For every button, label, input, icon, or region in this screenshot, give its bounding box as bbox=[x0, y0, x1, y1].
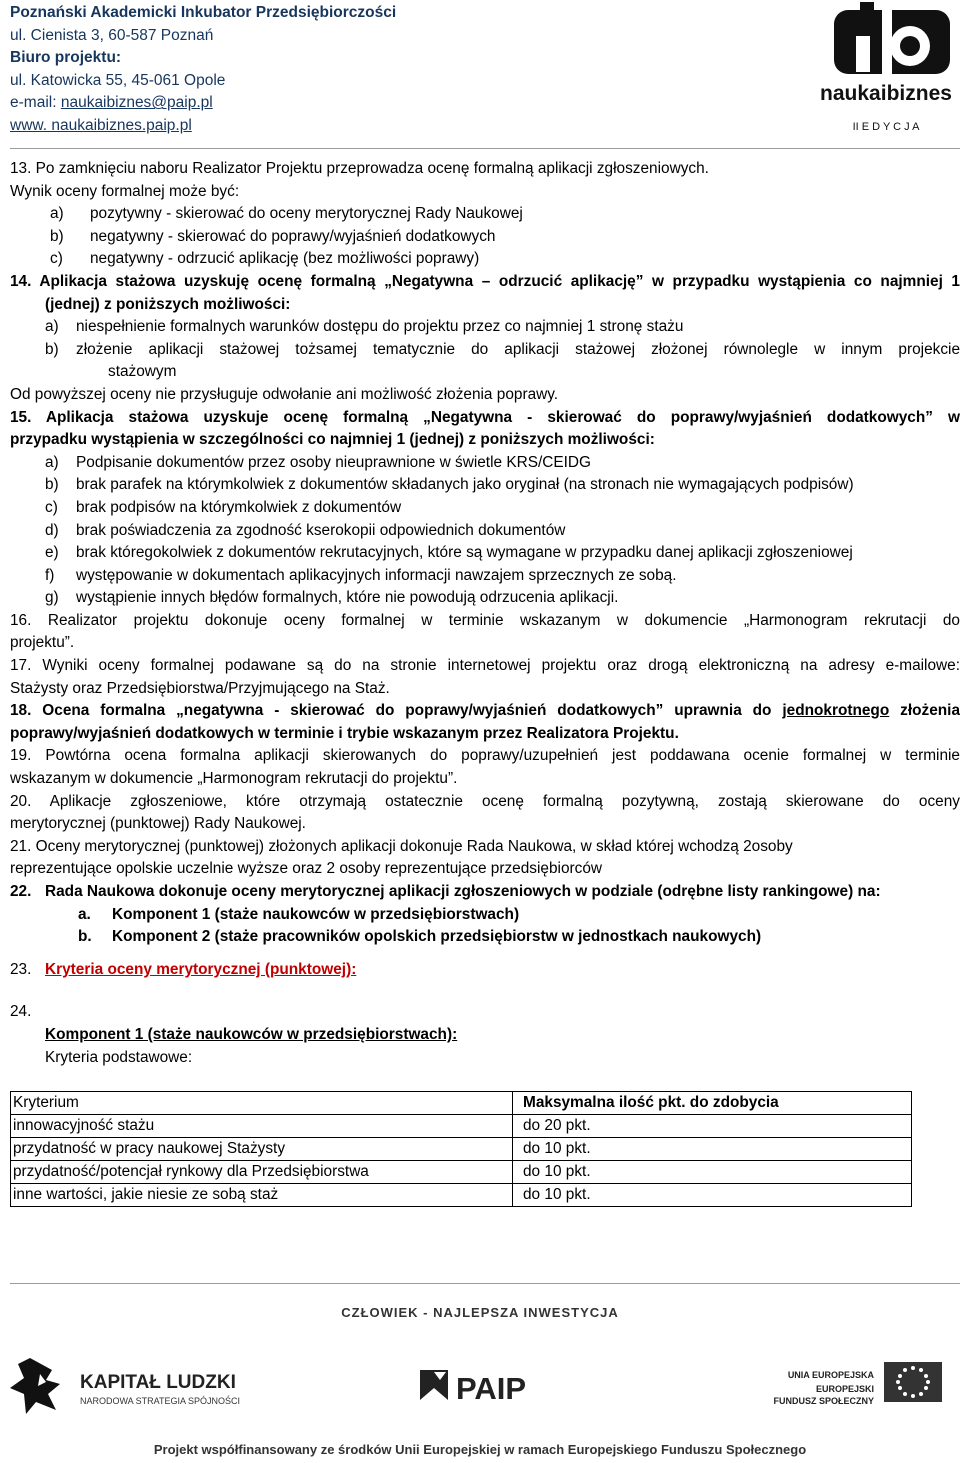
office-label: Biuro projektu: bbox=[10, 49, 122, 67]
table-row bbox=[11, 1161, 912, 1184]
eu-line3: FUNDUSZ SPOŁECZNY bbox=[773, 1396, 874, 1406]
footer-slogan: CZŁOWIEK - NAJLEPSZA INWESTYCJA bbox=[341, 1305, 619, 1320]
kl-subtitle: NARODOWA STRATEGIA SPÓJNOŚCI bbox=[80, 1396, 241, 1406]
p21-line1: 21. Oceny merytorycznej (punktowej) złożonych aplikacji dokonuje Rada Naukowa, w skład której wchodzą 2osoby bbox=[10, 837, 793, 855]
header-divider bbox=[10, 148, 960, 149]
p22-heading: 22. Rada Naukowa dokonuje oceny merytorycznej aplikacji zgłoszeniowych w podziale (odrębne listy rankingowe) na: bbox=[10, 883, 881, 900]
p18-line2: poprawy/wyjaśnień dodatkowych w terminie i trybie wskazanym przez Realizatora Projektu. bbox=[10, 724, 679, 742]
list-item: a) niespełnienie formalnych warunków dostępu do projektu przez co najmniej 1 stronę stażu bbox=[45, 318, 684, 336]
p23-heading: 23. Kryteria oceny merytorycznej (punktowej): bbox=[10, 960, 357, 978]
p15-line1: 15. Aplikacja stażowa uzyskuje ocenę formalną „Negatywna - skierować do poprawy/wyjaśnień dodatkowych” w bbox=[10, 408, 960, 426]
table-cell: do 20 pkt. bbox=[513, 1115, 912, 1138]
kapital-ludzki-logo bbox=[10, 1358, 240, 1414]
component-heading: Komponent 1 (staże naukowców w przedsiębiorstwach): bbox=[45, 1025, 458, 1043]
list-item: e) brak któregokolwiek z dokumentów rekrutacyjnych, które są wymagane w przypadku danej aplikacji zgłoszeniowej bbox=[45, 544, 853, 562]
list-item: b. Komponent 2 (staże pracowników opolskich przedsiębiorstw w jednostkach naukowych) bbox=[78, 928, 762, 946]
table-cell: do 10 pkt. bbox=[513, 1161, 912, 1184]
logo-name: naukaibiznes bbox=[820, 82, 952, 105]
p14-tail: Od powyższej oceny nie przysługuje odwołanie ani możliwość złożenia poprawy. bbox=[10, 385, 559, 403]
p16-line1: 16. Realizator projektu dokonuje oceny formalnej w terminie wskazanym w dokumencie „Harmonogram rekrutacji do bbox=[10, 611, 960, 629]
website-link[interactable]: www. naukaibiznes.paip.pl bbox=[10, 116, 192, 134]
table-cell: do 10 pkt. bbox=[513, 1184, 912, 1207]
list-item: a) pozytywny - skierować do oceny merytorycznej Rady Naukowej bbox=[50, 205, 523, 223]
list-item: c) brak podpisów na którymkolwiek z dokumentów bbox=[45, 498, 402, 516]
list-item: b) negatywny - skierować do poprawy/wyjaśnień dodatkowych bbox=[50, 227, 496, 245]
table-header-cell: Maksymalna ilość pkt. do zdobycia bbox=[513, 1092, 912, 1115]
table-row bbox=[11, 1184, 912, 1207]
p14-line1: 14. Aplikacja stażowa uzyskuję ocenę formalną „Negatywna – odrzucić aplikację” w przypadku wystąpienia co najmniej 1 bbox=[10, 272, 960, 290]
p24-number: 24. bbox=[10, 1003, 32, 1021]
table-cell: przydatność/potencjał rynkowy dla Przedsiębiorstwa bbox=[11, 1161, 513, 1184]
basic-criteria-label: Kryteria podstawowe: bbox=[45, 1048, 193, 1066]
p14-b2: stażowym bbox=[108, 363, 177, 381]
p13-line2: Wynik oceny formalnej może być: bbox=[10, 182, 240, 200]
naukaibiznes-logo bbox=[812, 0, 960, 140]
p13-line1: 13. Po zamknięciu naboru Realizator Projektu przeprowadza ocenę formalną aplikacji zgłoszeniowych. bbox=[10, 160, 709, 177]
org-name: Poznański Akademicki Inkubator Przedsiębiorczości bbox=[10, 4, 397, 21]
list-item: c) negatywny - odrzucić aplikację (bez możliwości poprawy) bbox=[50, 250, 480, 268]
footer-divider bbox=[10, 1283, 960, 1284]
p19-line2: wskazanym w dokumencie „Harmonogram rekrutacji do projektu”. bbox=[10, 770, 458, 788]
list-item: b) brak parafek na którymkolwiek z dokumentów składanych jako oryginał (na stronach nie wymagających podpisów) bbox=[45, 476, 854, 494]
email-line bbox=[10, 92, 610, 115]
footer-cofinancing-note: Projekt współfinansowany ze środków Unii Europejskiej w ramach Europejskiego Funduszu Społecznego bbox=[153, 1442, 807, 1457]
email-label: e-mail: bbox=[10, 94, 61, 112]
table-header-cell: Kryterium bbox=[11, 1092, 513, 1115]
p18-line1: 18. Ocena formalna „negatywna - skierować do poprawy/wyjaśnień dodatkowych” uprawnia do jednokrotnego złożenia bbox=[10, 702, 960, 720]
p21-line2: reprezentujące opolskie uczelnie wyższe oraz 2 osoby reprezentujące przedsiębiorców bbox=[10, 860, 602, 878]
kl-title: KAPITAŁ LUDZKI bbox=[80, 1372, 236, 1393]
list-item: a) Podpisanie dokumentów przez osoby nieuprawnione w świetle KRS/CEIDG bbox=[45, 453, 591, 471]
p20-line1: 20. Aplikacje zgłoszeniowe, które otrzymają ostatecznie ocenę formalną pozytywną, zostają skierowane do oceny bbox=[10, 792, 960, 810]
list-item: g) wystąpienie innych błędów formalnych, które nie powodują odrzucenia aplikacji. bbox=[45, 589, 619, 607]
email-link[interactable]: naukaibiznes@paip.pl bbox=[60, 94, 213, 112]
list-item: b) złożenie aplikacji stażowej tożsamej tematycznie do aplikacji stażowej złożonej równolegle w innym projekcie bbox=[45, 340, 960, 358]
list-item: a. Komponent 1 (staże naukowców w przedsiębiorstwach) bbox=[78, 905, 520, 923]
table-cell: inne wartości, jakie niesie ze sobą staż bbox=[11, 1184, 513, 1207]
criteria-table bbox=[10, 1091, 912, 1207]
document-body bbox=[10, 158, 960, 1069]
footer-logos bbox=[0, 1350, 960, 1420]
list-item: f) występowanie w dokumentach aplikacyjnych informacji nawzajem sprzecznych ze sobą. bbox=[45, 566, 677, 584]
logo-edition: II E D Y C J A bbox=[852, 121, 920, 133]
p17-line2: Stażysty oraz Przedsiębiorstwa/Przyjmującego na Staż. bbox=[10, 679, 390, 697]
table-row bbox=[11, 1138, 912, 1161]
letterhead bbox=[10, 2, 610, 138]
paip-text: PAIP bbox=[456, 1371, 527, 1406]
p17-line1: 17. Wyniki oceny formalnej podawane są do na stronie internetowej projektu oraz drogą elektroniczną na adresy e-mailowe: bbox=[10, 657, 960, 675]
org-address: ul. Cienista 3, 60-587 Poznań bbox=[10, 26, 214, 44]
p20-line2: merytorycznej (punktowej) Rady Naukowej. bbox=[10, 815, 306, 833]
table-cell: przydatność w pracy naukowej Stażysty bbox=[11, 1138, 513, 1161]
table-cell: innowacyjność stażu bbox=[11, 1115, 513, 1138]
p19-line1: 19. Powtórna ocena formalna aplikacji skierowanych do poprawy/uzupełnień jest poddawana ocenie formalnej w terminie bbox=[10, 747, 960, 765]
eu-logo bbox=[773, 1362, 942, 1406]
list-item: d) brak poświadczenia za zgodność kserokopii odpowiednich dokumentów bbox=[45, 521, 566, 539]
office-address: ul. Katowicka 55, 45-061 Opole bbox=[10, 71, 226, 89]
table-header-row bbox=[11, 1092, 912, 1115]
table-cell: do 10 pkt. bbox=[513, 1138, 912, 1161]
eu-line2: EUROPEJSKI bbox=[815, 1384, 874, 1394]
paip-logo bbox=[420, 1370, 526, 1406]
eu-line1: UNIA EUROPEJSKA bbox=[787, 1370, 874, 1380]
table-row bbox=[11, 1115, 912, 1138]
p15-line2: przypadku wystąpienia w szczególności co najmniej 1 (jednej) z poniższych możliwości: bbox=[10, 431, 655, 449]
p14-line2: (jednej) z poniższych możliwości: bbox=[45, 295, 291, 313]
p16-line2: projektu”. bbox=[10, 634, 75, 652]
